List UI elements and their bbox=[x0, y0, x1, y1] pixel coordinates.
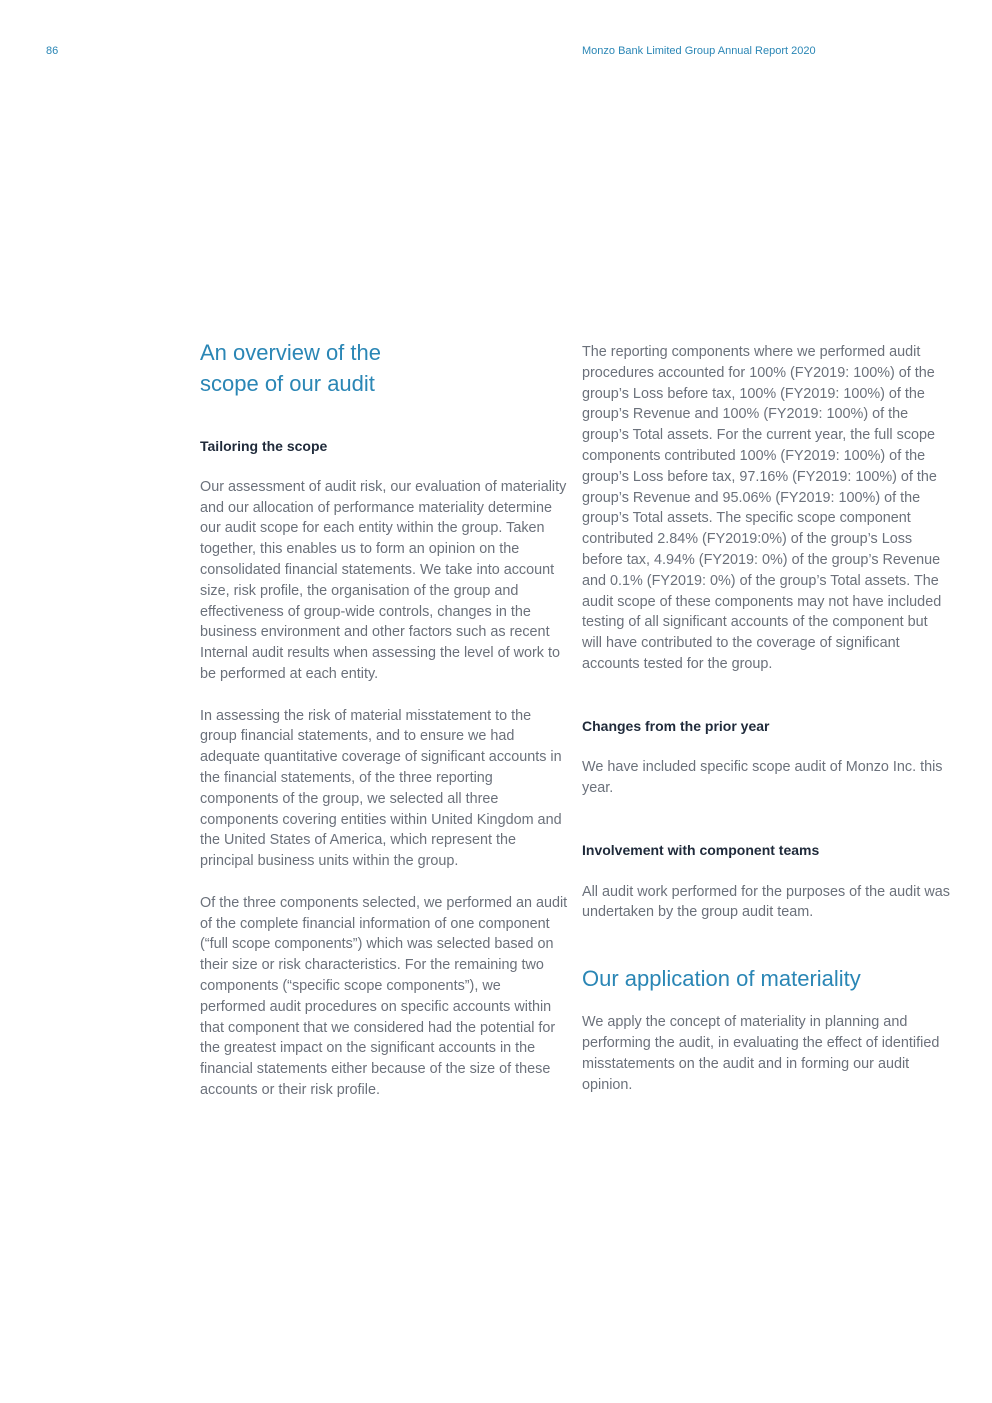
involvement-paragraph: All audit work performed for the purposes of the audit was undertaken by the group audit team. bbox=[582, 883, 950, 921]
materiality-paragraph: We apply the concept of materiality in planning and performing the audit, in evaluating the effect of identified misstatements on the audit and in forming our audit opinion. bbox=[582, 1014, 940, 1093]
scope-paragraph-1: Our assessment of audit risk, our evaluation of materiality and our allocation of performance materiality determine our audit scope for each entity within the group. Taken together, this enables us to form an opinion on the consolidated financial statements. We take into account size, risk profile, the organisation of the group and effectiveness of group-wide controls, changes in the business environment and other factors such as recent Internal audit results when assessing the level of work to be performed at each entity. bbox=[200, 478, 567, 682]
right-column bbox=[582, 342, 950, 1095]
overview-heading: An overview of the scope of our audit bbox=[200, 340, 381, 396]
scope-paragraph-3: Of the three components selected, we performed an audit of the complete financial information of one component (“full scope components”) which was selected based on their size or risk characteristics. For the remaining two components (“specific scope components”), we performed audit procedures on specific accounts within that component that we considered had the potential for the greatest impact on the significant accounts in the financial statements either because of the size of these accounts or their risk profile. bbox=[200, 894, 568, 1098]
page-number: 86 bbox=[46, 45, 59, 57]
scope-paragraph-2: In assessing the risk of material misstatement to the group financial statements, and to ensure we had adequate quantitative coverage of significant accounts in the financial statements, of the three reporting components of the group, we selected all three components covering entities within United Kingdom and the United States of America, which represent the principal business units within the group. bbox=[200, 707, 562, 870]
tailoring-scope-heading: Tailoring the scope bbox=[200, 438, 328, 454]
changes-heading: Changes from the prior year bbox=[582, 717, 770, 734]
left-column bbox=[200, 337, 568, 1101]
coverage-paragraph: The reporting components where we performed audit procedures accounted for 100% (FY2019: 100%) of the group’s Loss before tax, 100% (FY2019: 100%) of the group’s Revenue and 100% (FY2019: 100%) of the group’s Total assets. For the current year, the full scope components contributed 100% (FY2019: 100%) of the group’s Loss before tax, 97.16% (FY2019: 100%) of the group’s Revenue and 95.06% (FY2019: 100%) of the group’s Total assets. The specific scope component contributed 2.84% (FY2019:0%) of the group’s Loss before tax, 4.94% (FY2019: 0%) of the group’s Revenue and 0.1% (FY2019: 0%) of the group’s Total assets. The audit scope of these components may not have included testing of all significant accounts of the component but will have contributed to the coverage of significant accounts tested for the group. bbox=[582, 344, 942, 672]
changes-paragraph: We have included specific scope audit of Monzo Inc. this year. bbox=[582, 759, 943, 797]
report-title: Monzo Bank Limited Group Annual Report 2020 bbox=[582, 45, 816, 57]
materiality-heading: Our application of materiality bbox=[582, 966, 861, 992]
involvement-heading: Involvement with component teams bbox=[582, 841, 820, 858]
